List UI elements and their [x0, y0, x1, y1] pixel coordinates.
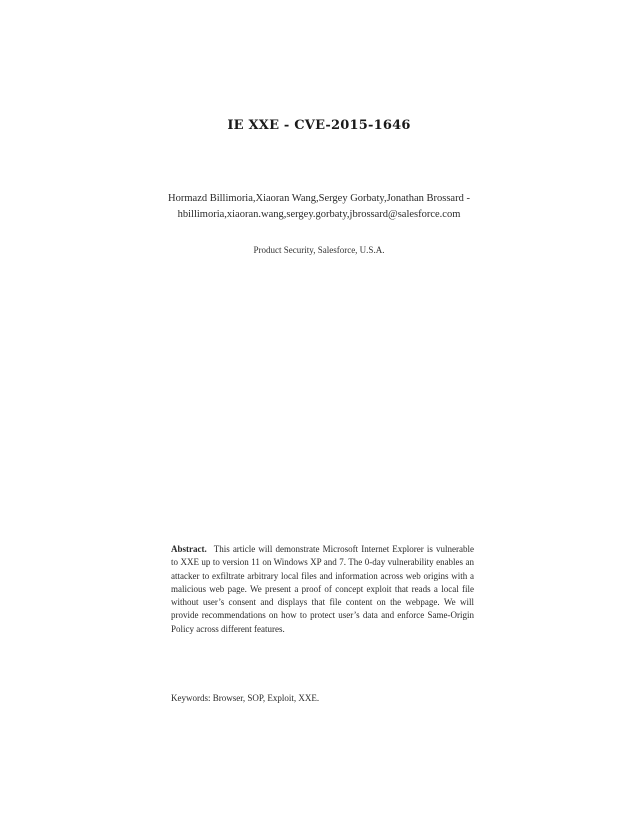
paper-title: IE XXE - CVE-2015-1646	[227, 118, 411, 133]
affiliation: Product Security, Salesforce, U.S.A.	[253, 245, 385, 255]
author-names: Hormazd Billimoria,Xiaoran Wang,Sergey Gorbaty,Jonathan Brossard -	[168, 193, 470, 204]
abstract	[171, 543, 474, 636]
author-emails: hbillimoria,xiaoran.wang,sergey.gorbaty,jbrossard@salesforce.com	[177, 209, 461, 220]
abstract-heading: Abstract.	[171, 544, 207, 554]
abstract-text: This article will demonstrate Microsoft Internet Explorer is vulnerable to XXE up to version 11 on Windows XP and 7. The 0-day vulnerability enables an attacker to exfiltrate arbitrary local files and information across web origins with a malicious web page. We present a proof of concept exploit that reads a local file without user’s consent and displays that file content on the webpage. We will provide recommendations on how to protect user’s data and enforce Same-Origin Policy across different features.	[171, 544, 474, 634]
keywords: Keywords: Browser, SOP, Exploit, XXE.	[171, 693, 320, 703]
author-block	[0, 191, 638, 223]
